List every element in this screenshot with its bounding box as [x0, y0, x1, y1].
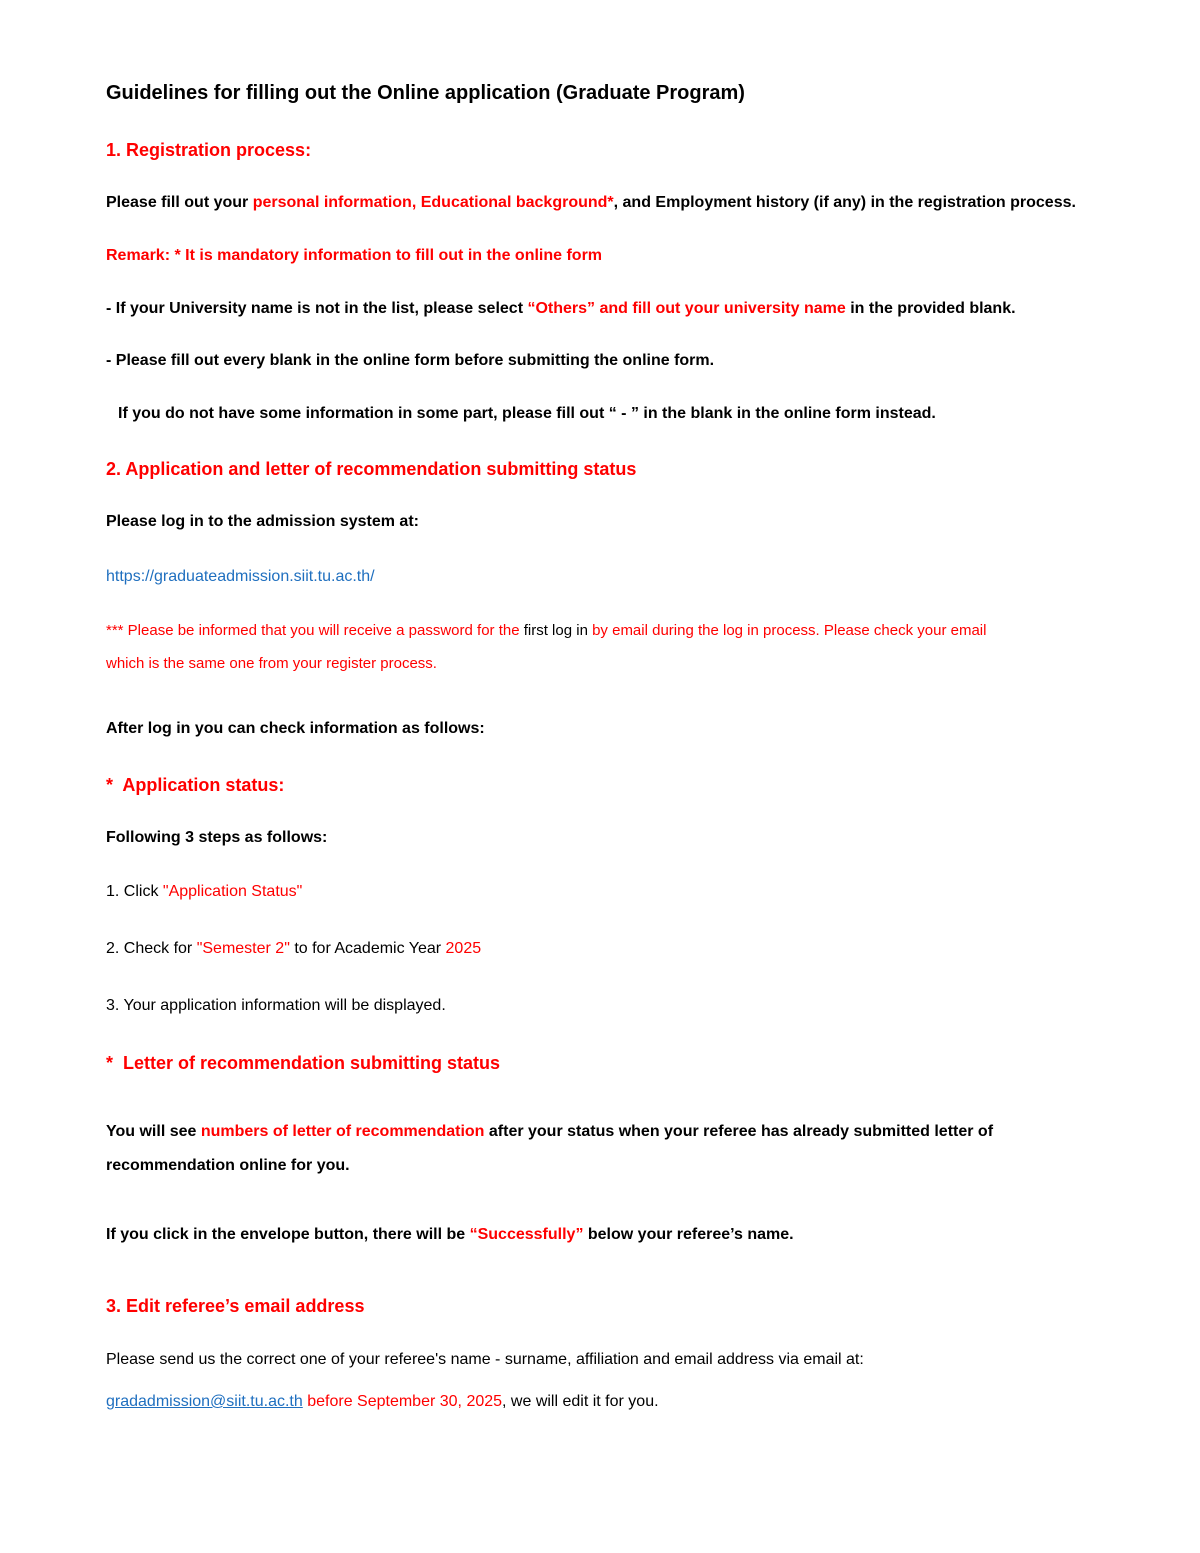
envelope-text-highlight: “Successfully” — [469, 1226, 584, 1243]
registration-intro-post: , and Employment history (if any) in the registration process. — [613, 194, 1076, 211]
deadline-text: before September 30, 2025 — [302, 1393, 503, 1410]
letter-status-heading: * Letter of recommendation submitting status — [106, 1053, 501, 1073]
letter-text-pre: You will see — [106, 1123, 201, 1140]
missing-info-note: If you do not have some information in some part, please fill out “ - ” in the blank in the online form instead. — [118, 405, 936, 422]
step-2-mid: to for Academic Year — [289, 940, 446, 957]
password-notice-part-3: by email during the log in process. Please check your email — [587, 622, 987, 639]
steps-intro: Following 3 steps as follows: — [106, 829, 328, 846]
university-bullet-post: in the provided blank. — [845, 300, 1016, 317]
password-notice-line-1 — [106, 621, 986, 641]
page-title: Guidelines for filling out the Online application (Graduate Program) — [106, 82, 745, 104]
step-2-highlight: "Semester 2" — [196, 940, 290, 957]
step-2 — [106, 939, 481, 959]
letter-text-post: after your status when your referee has already submitted letter of — [484, 1123, 994, 1140]
step-2-year: 2025 — [445, 940, 482, 957]
step-1-pre: 1. Click — [106, 883, 163, 900]
envelope-text-pre: If you click in the envelope button, there will be — [106, 1226, 470, 1243]
referee-email-instruction: Please send us the correct one of your referee's name - surname, affiliation and email address via email at: — [106, 1351, 864, 1368]
envelope-text-post: below your referee’s name. — [583, 1226, 794, 1243]
registration-intro-highlight: personal information, Educational background* — [252, 194, 614, 211]
contact-email-link[interactable]: gradadmission@siit.tu.ac.th — [106, 1393, 303, 1410]
section-1-heading: 1. Registration process: — [106, 140, 312, 160]
mandatory-remark: Remark: * It is mandatory information to fill out in the online form — [106, 247, 603, 264]
university-bullet-pre: - If your University name is not in the list, please select — [106, 300, 528, 317]
login-instruction: Please log in to the admission system at: — [106, 513, 419, 530]
section-3-heading: 3. Edit referee’s email address — [106, 1296, 365, 1316]
password-notice-part-1: *** Please be informed that you will receive a password for the — [106, 622, 524, 639]
closing-text: , we will edit it for you. — [502, 1393, 659, 1410]
letter-text-highlight: numbers of letter of recommendation — [200, 1123, 485, 1140]
letter-text-line-1 — [106, 1122, 993, 1142]
section-2-heading: 2. Application and letter of recommendation submitting status — [106, 459, 637, 479]
contact-line — [106, 1392, 659, 1412]
after-login-text: After log in you can check information as follows: — [106, 720, 485, 737]
application-status-heading: * Application status: — [106, 775, 285, 795]
letter-text-line-2: recommendation online for you. — [106, 1157, 350, 1174]
envelope-text — [106, 1225, 794, 1245]
university-bullet — [106, 299, 1016, 319]
registration-intro — [106, 193, 1076, 213]
password-notice-line-2: which is the same one from your register process. — [106, 655, 437, 672]
fill-blank-bullet: - Please fill out every blank in the online form before submitting the online form. — [106, 352, 715, 369]
step-1-highlight: "Application Status" — [162, 883, 303, 900]
step-3: 3. Your application information will be displayed. — [106, 997, 446, 1014]
university-bullet-highlight: “Others” and fill out your university name — [527, 300, 846, 317]
step-1 — [106, 882, 302, 902]
registration-intro-pre: Please fill out your — [106, 194, 253, 211]
admission-system-link[interactable]: https://graduateadmission.siit.tu.ac.th/ — [106, 568, 375, 585]
password-notice-first-login: first log in — [523, 622, 588, 639]
step-2-pre: 2. Check for — [106, 940, 197, 957]
